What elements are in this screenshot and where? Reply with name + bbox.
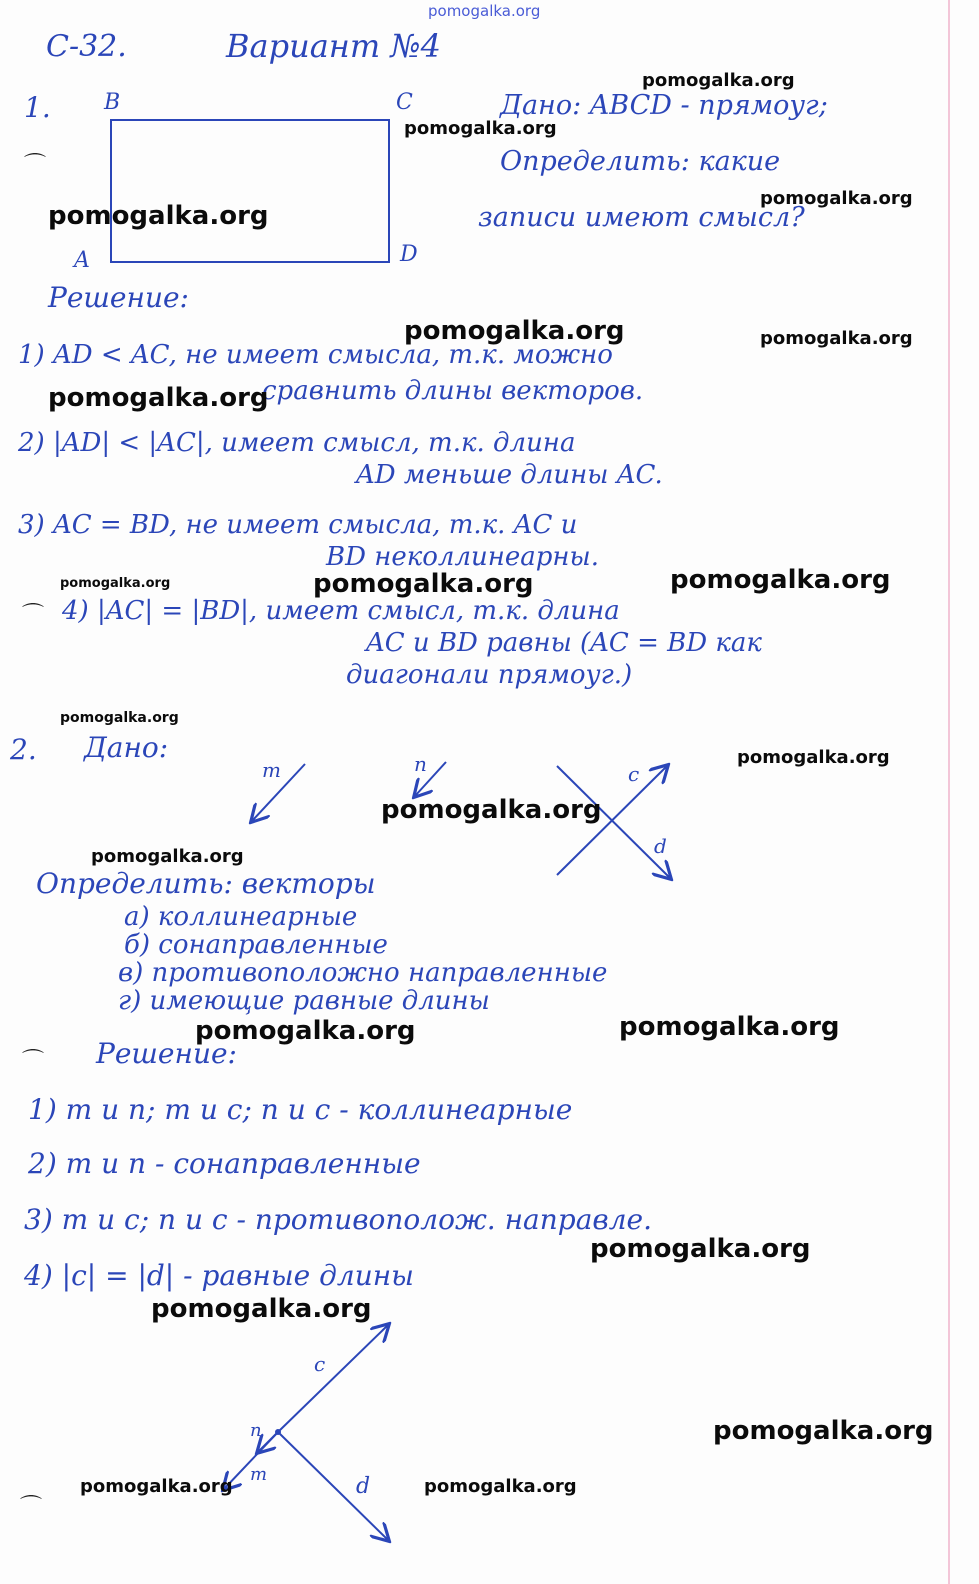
watermark: pomogalka.org bbox=[151, 1294, 372, 1324]
rectangle-abcd bbox=[111, 120, 389, 262]
vertex-d: D bbox=[400, 242, 418, 267]
watermark: pomogalka.org bbox=[80, 1476, 233, 1497]
watermark: pomogalka.org bbox=[404, 316, 625, 346]
task2-find-a: а) коллинеарные bbox=[124, 902, 358, 932]
watermark: pomogalka.org bbox=[91, 846, 244, 867]
watermark: pomogalka.org bbox=[590, 1234, 811, 1264]
task1-item4-line3: диагонали прямоуг.) bbox=[346, 660, 633, 690]
task2-answer3: 3) m и c; n и c - противополож. направле. bbox=[24, 1203, 652, 1236]
sheet-number: С-32. bbox=[46, 29, 127, 64]
watermark: pomogalka.org bbox=[381, 795, 602, 825]
vector-d2-label: d bbox=[356, 1474, 371, 1499]
vector-n2-label: n bbox=[250, 1420, 262, 1441]
task1-find-line2: записи имеют смысл? bbox=[478, 202, 805, 233]
task1-item1-line2: сравнить длины векторов. bbox=[262, 376, 644, 406]
vector-n-label: n bbox=[414, 752, 427, 776]
watermark: pomogalka.org bbox=[48, 383, 269, 413]
task2-answer2: 2) m и n - сонаправленные bbox=[28, 1147, 421, 1180]
vertex-b: B bbox=[104, 90, 121, 115]
task2-find-b: б) сонаправленные bbox=[124, 930, 388, 960]
vector-d-label: d bbox=[654, 834, 667, 858]
task1-item1-line1: 1) AD < AC, не имеет смысла, т.к. можно bbox=[18, 340, 613, 370]
vector-c-2 bbox=[278, 1325, 388, 1432]
watermark: pomogalka.org bbox=[642, 70, 795, 91]
watermark: pomogalka.org bbox=[713, 1416, 934, 1446]
task1-item2-line1: 2) |AD| < |AC|, имеет смысл, т.к. длина bbox=[18, 428, 576, 458]
watermark: pomogalka.org bbox=[760, 188, 913, 209]
task2-answer1: 1) m и n; m и c; n и c - коллинеарные bbox=[28, 1093, 573, 1126]
task2-number: 2. bbox=[10, 733, 37, 766]
task2-find-c: в) противоположно направленные bbox=[118, 958, 608, 988]
vector-c-label: c bbox=[628, 762, 640, 786]
watermark: pomogalka.org bbox=[313, 569, 534, 599]
task1-find-line1: Определить: какие bbox=[500, 146, 781, 177]
task1-item4-line1: 4) |AC| = |BD|, имеет смысл, т.к. длина bbox=[62, 596, 620, 626]
watermark: pomogalka.org bbox=[404, 118, 557, 139]
task2-answer4: 4) |c| = |d| - равные длины bbox=[24, 1259, 414, 1292]
variant-title: Вариант №4 bbox=[226, 27, 441, 65]
watermark: pomogalka.org bbox=[424, 1476, 577, 1497]
vector-c2-label: c bbox=[314, 1352, 326, 1376]
task1-item3-line2: BD неколлинеарны. bbox=[326, 542, 599, 572]
task2-solution-title: Решение: bbox=[96, 1037, 237, 1070]
watermark: pomogalka.org bbox=[60, 576, 171, 591]
task1-item2-line2: AD меньше длины AC. bbox=[356, 460, 663, 490]
task1-number: 1. bbox=[24, 91, 51, 124]
task2-find-title: Определить: векторы bbox=[36, 867, 376, 900]
task1-solution-title: Решение: bbox=[48, 281, 189, 314]
vertex-a: A bbox=[74, 248, 90, 273]
vector-m2-label: m bbox=[250, 1464, 268, 1485]
task2-given: Дано: bbox=[84, 731, 169, 764]
margin-tick: ⌒ bbox=[24, 153, 47, 178]
watermark: pomogalka.org bbox=[670, 565, 891, 595]
watermark: pomogalka.org bbox=[760, 328, 913, 349]
task1-item3-line1: 3) AC = BD, не имеет смысла, т.к. AC и bbox=[18, 510, 578, 540]
vector-m-label: m bbox=[262, 758, 281, 782]
watermark: pomogalka.org bbox=[737, 747, 890, 768]
watermark: pomogalka.org bbox=[195, 1016, 416, 1046]
watermark: pomogalka.org bbox=[60, 710, 179, 726]
margin-tick: ⌒ bbox=[22, 1049, 45, 1074]
watermark: pomogalka.org bbox=[619, 1012, 840, 1042]
task1-given: Дано: ABCD - прямоуг; bbox=[500, 90, 828, 121]
vertex-c: C bbox=[396, 90, 413, 115]
watermark: pomogalka.org bbox=[428, 2, 541, 20]
margin-tick: ⌒ bbox=[20, 1495, 43, 1520]
task1-item4-line2: AC и BD равны (AC = BD как bbox=[366, 628, 762, 658]
margin-tick: ⌒ bbox=[22, 603, 45, 628]
task2-find-d: г) имеющие равные длины bbox=[118, 986, 490, 1016]
watermark: pomogalka.org bbox=[48, 201, 269, 231]
vector-d-2 bbox=[278, 1432, 388, 1540]
